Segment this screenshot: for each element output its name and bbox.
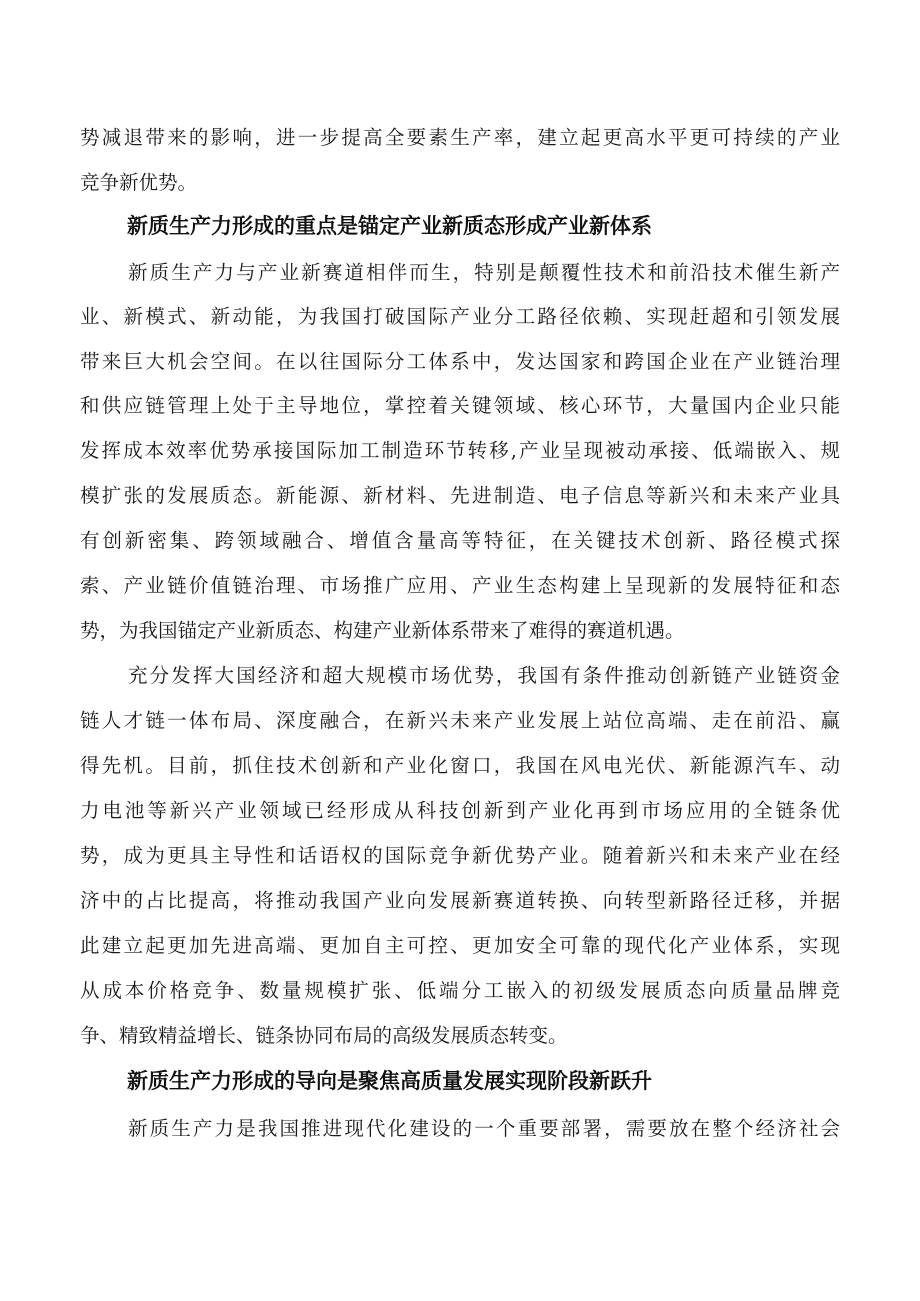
paragraph-line: 势减退带来的影响，进一步提高全要素生产率，建立起更高水平更可持续的产业	[80, 126, 840, 149]
paragraph-line: 索、产业链价值链治理、市场推广应用、产业生态构建上呈现新的发展特征和态	[80, 574, 840, 597]
paragraph-line: 带来巨大机会空间。在以往国际分工体系中，发达国家和跨国企业在产业链治理	[80, 350, 840, 373]
paragraph-line: 新质生产力是我国推进现代化建设的一个重要部署，需要放在整个经济社会	[128, 1117, 840, 1140]
paragraph-line: 发挥成本效率优势承接国际加工制造环节转移,产业呈现被动承接、低端嵌入、规	[80, 439, 840, 462]
paragraph-line: 得先机。目前，抓住技术创新和产业化窗口，我国在风电光伏、新能源汽车、动	[80, 754, 840, 777]
paragraph-line: 从成本价格竞争、数量规模扩张、低端分工嵌入的初级发展质态向质量品牌竞	[80, 979, 840, 1002]
paragraph-line: 济中的占比提高，将推动我国产业向发展新赛道转换、向转型新路径迁移，并据	[80, 889, 840, 912]
paragraph-line: 链人才链一体布局、深度融合，在新兴未来产业发展上站位高端、走在前沿、赢	[80, 709, 840, 732]
paragraph-line: 新质生产力与产业新赛道相伴而生，特别是颠覆性技术和前沿技术催生新产	[128, 261, 840, 284]
paragraph-line: 势，为我国锚定产业新质态、构建产业新体系带来了难得的赛道机遇。	[80, 619, 685, 642]
paragraph-line: 有创新密集、跨领域融合、增值含量高等特征，在关键技术创新、路径模式探	[80, 529, 840, 552]
paragraph-line: 势，成为更具主导性和话语权的国际竞争新优势产业。随着新兴和未来产业在经	[80, 844, 840, 867]
paragraph-line: 争、精致精益增长、链条协同布局的高级发展质态转变。	[80, 1024, 568, 1047]
paragraph-line: 和供应链管理上处于主导地位，掌控着关键领域、核心环节，大量国内企业只能	[80, 394, 840, 417]
paragraph-line: 竞争新优势。	[80, 171, 198, 194]
paragraph-line: 充分发挥大国经济和超大规模市场优势，我国有条件推动创新链产业链资金	[128, 664, 840, 687]
paragraph-line: 业、新模式、新动能，为我国打破国际产业分工路径依赖、实现赶超和引领发展	[80, 305, 840, 328]
paragraph-line: 此建立起更加先进高端、更加自主可控、更加安全可靠的现代化产业体系，实现	[80, 934, 840, 957]
section-heading: 新质生产力形成的导向是聚焦高质量发展实现阶段新跃升	[127, 1069, 652, 1093]
section-heading: 新质生产力形成的重点是锚定产业新质态形成产业新体系	[127, 214, 652, 238]
paragraph-line: 力电池等新兴产业领域已经形成从科技创新到产业化再到市场应用的全链条优	[80, 799, 840, 822]
paragraph-line: 模扩张的发展质态。新能源、新材料、先进制造、电子信息等新兴和未来产业具	[80, 484, 840, 507]
